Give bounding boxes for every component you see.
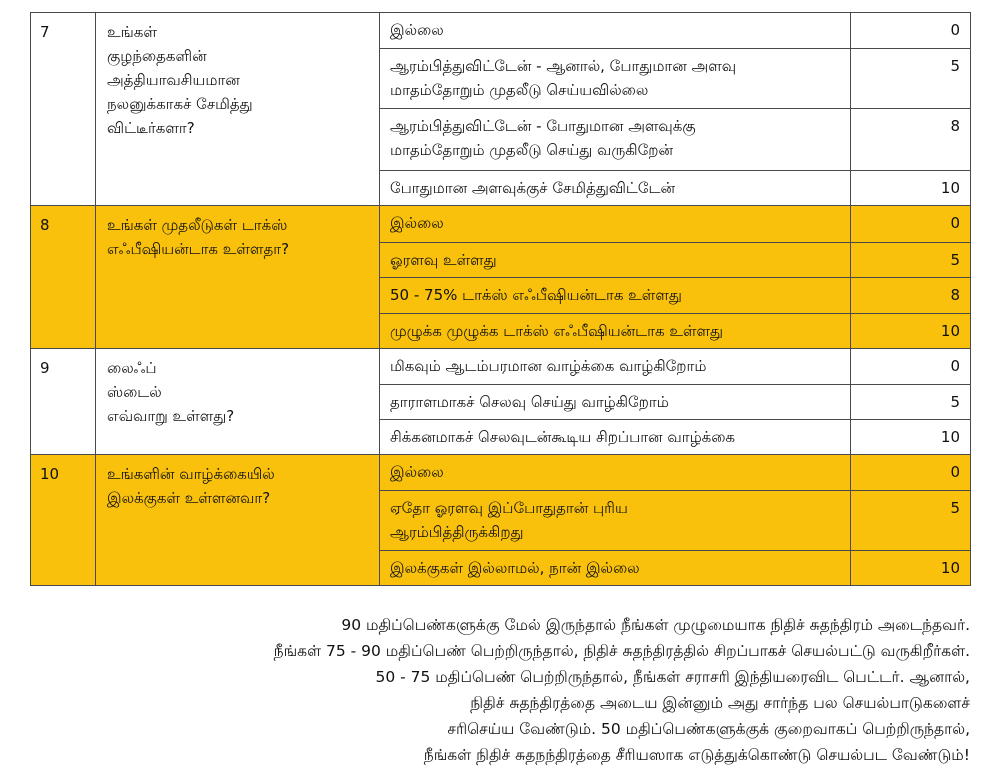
answer-option: போதுமான அளவுக்குச் சேமித்துவிட்டேன் <box>390 179 675 197</box>
question-text-cell <box>96 349 380 455</box>
answer-option-cell <box>380 109 851 171</box>
answer-option: ஆரம்பித்துவிட்டேன் - ஆனால், போதுமான அளவு மாதம்தோறும் முதலீடு செய்யவில்லை <box>390 57 737 99</box>
score-summary <box>30 612 970 768</box>
question-text-cell <box>96 206 380 349</box>
question-number: 8 <box>31 206 96 349</box>
quiz-table-body <box>31 13 971 586</box>
summary-line: நிதிச் சுதந்திரத்தை அடைய இன்னும் அது சார்ந்த பல செயல்பாடுகளைச் <box>470 694 970 712</box>
option-score: 10 <box>851 171 971 206</box>
option-score: 10 <box>851 314 971 349</box>
answer-option: சிக்கனமாகச் செலவுடன்கூடிய சிறப்பான வாழ்க்கை <box>390 428 736 446</box>
table-row <box>31 206 971 243</box>
answer-option: முழுக்க முழுக்க டாக்ஸ் எஃபீஷியன்டாக உள்ளது <box>390 322 724 340</box>
summary-line: சரிசெய்ய வேண்டும். 50 மதிப்பெண்களுக்குக் குறைவாகப் பெற்றிருந்தால், <box>447 720 970 738</box>
question-text: உங்கள் முதலீடுகள் டாக்ஸ் எஃபீஷியன்டாக உள்ளதா? <box>107 216 290 258</box>
answer-option: ஓரளவு உள்ளது <box>390 251 497 269</box>
answer-option: இல்லை <box>390 21 444 39</box>
option-score: 0 <box>851 349 971 385</box>
option-score: 0 <box>851 13 971 49</box>
option-score: 0 <box>851 206 971 243</box>
answer-option: ஆரம்பித்துவிட்டேன் - போதுமான அளவுக்கு மாதம்தோறும் முதலீடு செய்து வருகிறேன் <box>390 117 696 159</box>
answer-option: 50 - 75% டாக்ஸ் எஃபீஷியன்டாக உள்ளது <box>390 286 682 304</box>
question-text: உங்களின் வாழ்க்கையில் இலக்குகள் உள்ளனவா? <box>107 465 275 507</box>
option-score: 0 <box>851 455 971 491</box>
option-score: 10 <box>851 551 971 586</box>
question-number: 10 <box>31 455 96 586</box>
answer-option-cell <box>380 314 851 349</box>
answer-option: ஏதோ ஓரளவு இப்போதுதான் புரிய ஆரம்பித்திருக்கிறது <box>390 499 628 541</box>
answer-option: இலக்குகள் இல்லாமல், நான் இல்லை <box>390 559 640 577</box>
answer-option: இல்லை <box>390 214 444 232</box>
answer-option-cell <box>380 206 851 243</box>
answer-option-cell <box>380 420 851 455</box>
option-score: 5 <box>851 491 971 551</box>
answer-option: மிகவும் ஆடம்பரமான வாழ்க்கை வாழ்கிறோம் <box>390 357 707 375</box>
question-number: 7 <box>31 13 96 206</box>
table-row <box>31 13 971 49</box>
question-text-cell <box>96 455 380 586</box>
answer-option-cell <box>380 551 851 586</box>
answer-option-cell <box>380 49 851 109</box>
question-text: லைஃப் ஸ்டைல் எவ்வாறு உள்ளது? <box>107 359 235 425</box>
option-score: 5 <box>851 385 971 420</box>
answer-option-cell <box>380 455 851 491</box>
option-score: 8 <box>851 109 971 171</box>
answer-option-cell <box>380 243 851 278</box>
summary-line: 90 மதிப்பெண்களுக்கு மேல் இருந்தால் நீங்கள் முழுமையாக நிதிச் சுதந்திரம் அடைந்தவர். <box>341 616 970 634</box>
summary-line: நீங்கள் 75 - 90 மதிப்பெண் பெற்றிருந்தால், நிதிச் சுதந்திரத்தில் சிறப்பாகச் செயல்பட்டு வருகிறீர்கள். <box>273 642 970 660</box>
question-number: 9 <box>31 349 96 455</box>
question-text-cell <box>96 13 380 206</box>
answer-option-cell <box>380 278 851 314</box>
answer-option-cell <box>380 13 851 49</box>
option-score: 10 <box>851 420 971 455</box>
table-row <box>31 455 971 491</box>
answer-option-cell <box>380 385 851 420</box>
answer-option: இல்லை <box>390 463 444 481</box>
quiz-table <box>30 12 971 586</box>
answer-option-cell <box>380 491 851 551</box>
summary-line: நீங்கள் நிதிச் சுதநந்திரத்தை சீரியஸாக எடுத்துக்கொண்டு செயல்பட வேண்டும்! <box>423 746 970 764</box>
answer-option-cell <box>380 349 851 385</box>
option-score: 5 <box>851 49 971 109</box>
question-text: உங்கள் குழந்தைகளின் அத்தியாவசியமான நலனுக்காகச் சேமித்து விட்டீர்களா? <box>107 23 253 137</box>
answer-option: தாராளமாகச் செலவு செய்து வாழ்கிறோம் <box>390 393 669 411</box>
table-row <box>31 349 971 385</box>
option-score: 5 <box>851 243 971 278</box>
answer-option-cell <box>380 171 851 206</box>
option-score: 8 <box>851 278 971 314</box>
summary-line: 50 - 75 மதிப்பெண் பெற்றிருந்தால், நீங்கள் சராசரி இந்தியரைவிட பெட்டர். ஆனால், <box>375 668 970 686</box>
